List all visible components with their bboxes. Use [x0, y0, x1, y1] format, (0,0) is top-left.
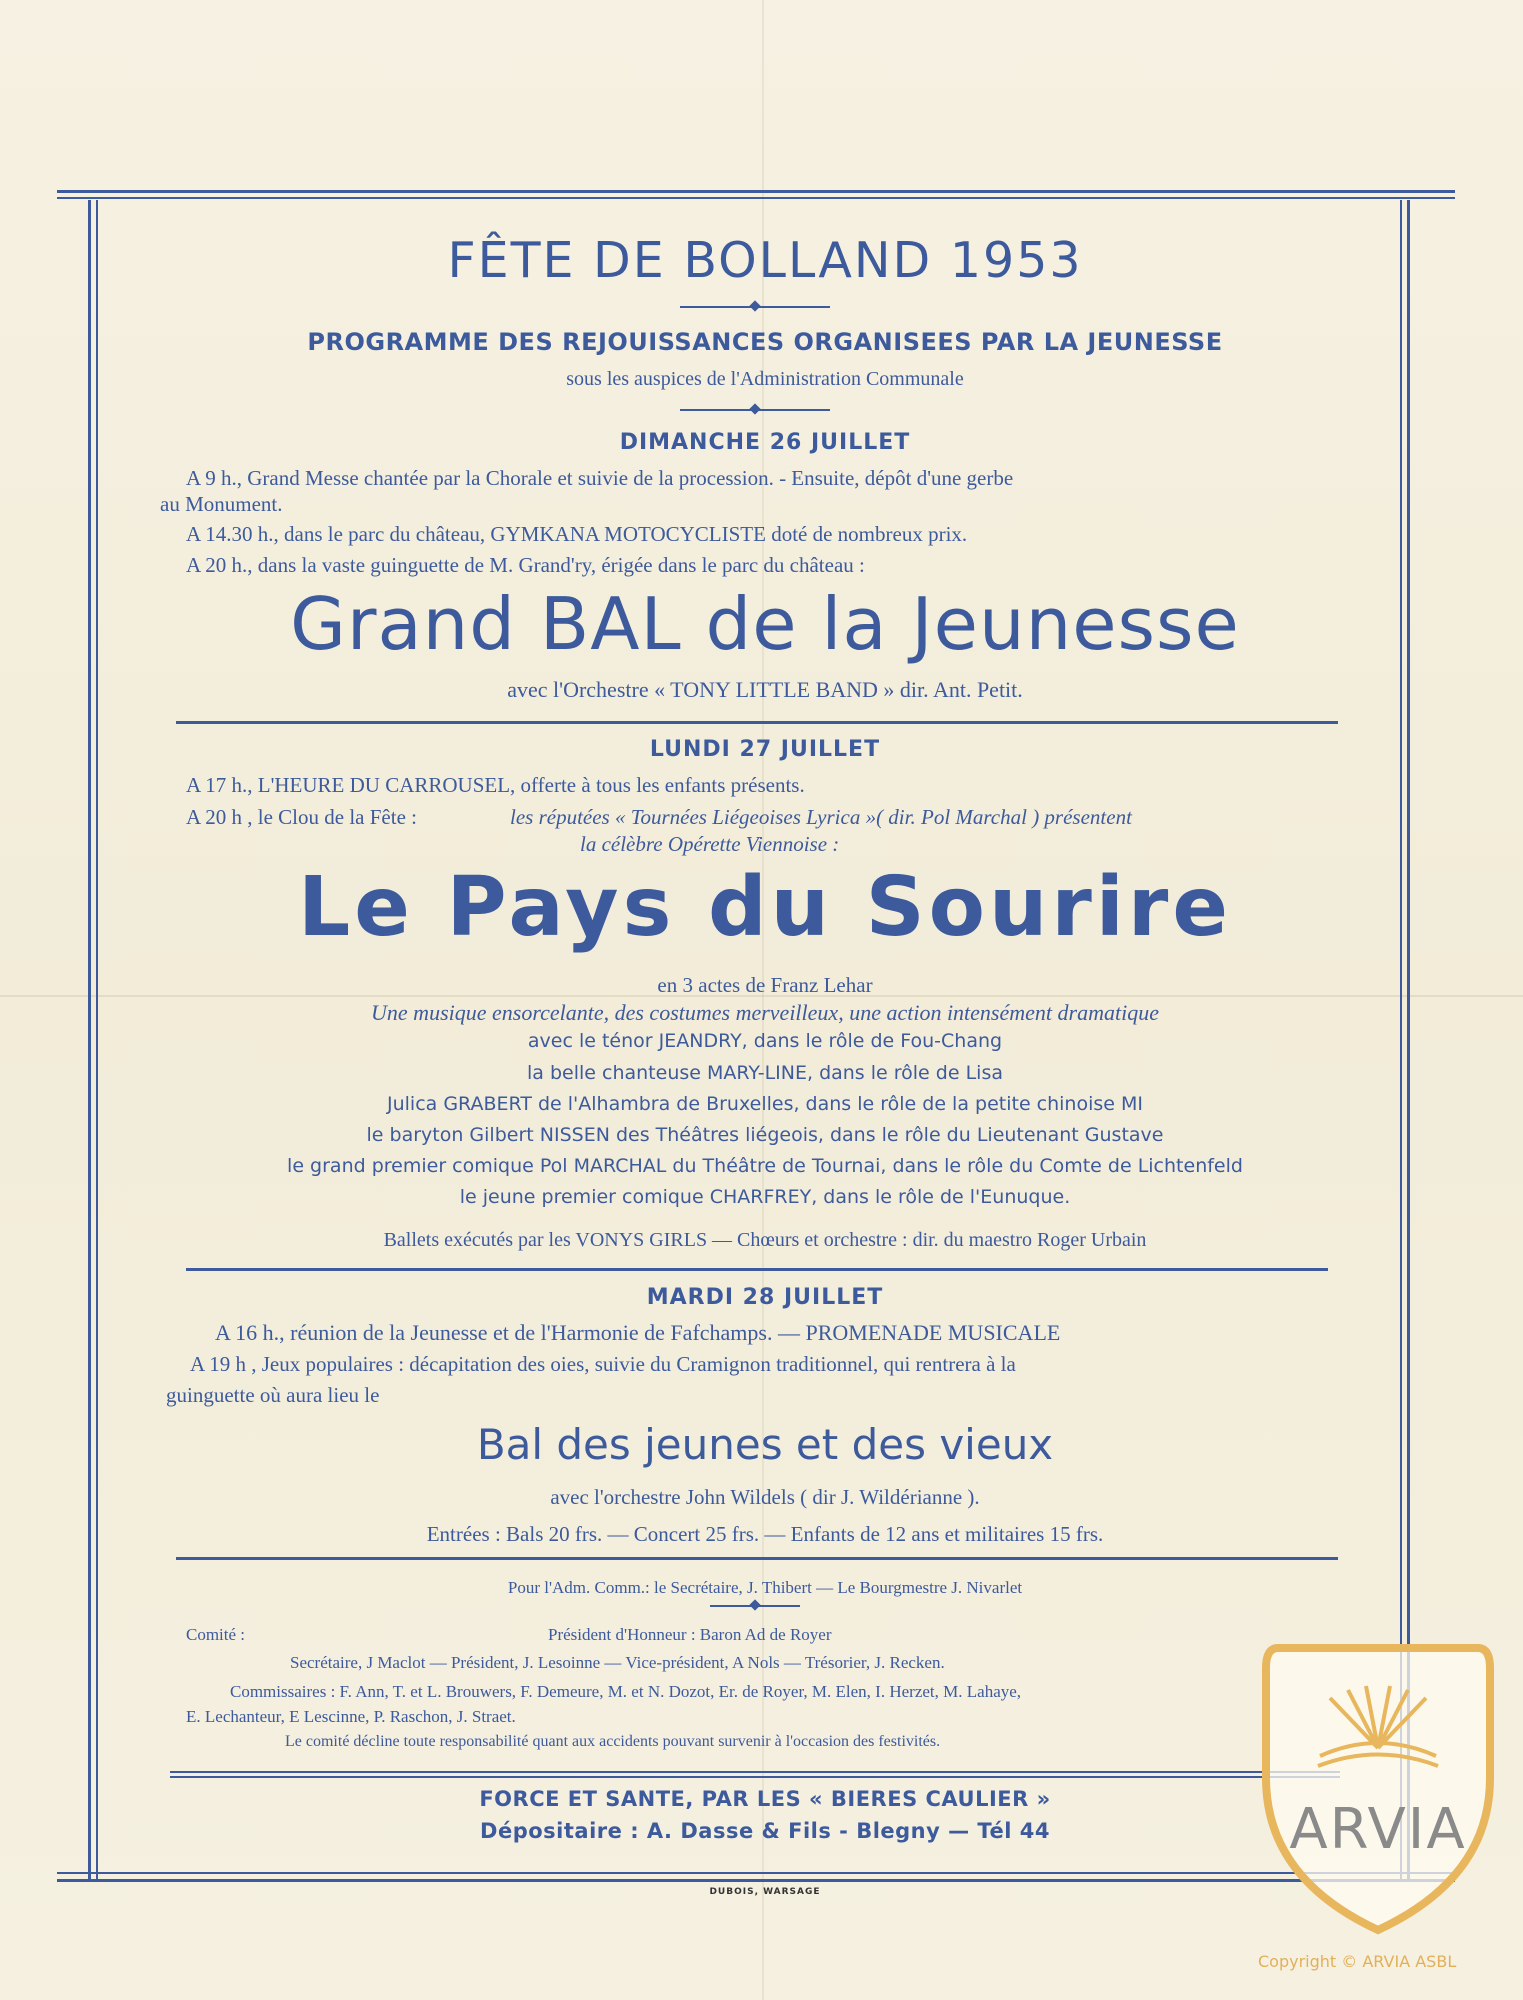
frame-left-rule — [96, 200, 98, 1880]
printer-mark: DUBOIS, WARSAGE — [709, 1887, 821, 1897]
frame-top-rule — [57, 190, 1455, 193]
sponsor-line: FORCE ET SANTE, PAR LES « BIERES CAULIER » — [479, 1787, 1051, 1811]
ballets-line: Ballets exécutés par les VONYS GIRLS — Chœurs et orchestre : dir. du maestro Roger Urbain — [383, 1229, 1147, 1251]
program-line: A 20 h., dans la vaste guinguette de M. Grand'ry, érigée dans le parc du château : — [186, 553, 865, 577]
program-line: la célèbre Opérette Viennoise : — [580, 832, 840, 856]
page-subtitle: PROGRAMME DES REJOUISSANCES ORGANISEES PAR LA JEUNESSE — [307, 328, 1223, 356]
section-divider — [170, 1776, 1340, 1778]
copyright-notice: Copyright © ARVIA ASBL — [1258, 1952, 1457, 1971]
cast-line: le baryton Gilbert NISSEN des Théâtres liégeois, dans le rôle du Lieutenant Gustave — [366, 1124, 1164, 1146]
page-title: FÊTE DE BOLLAND 1953 — [447, 232, 1083, 289]
program-line: A 14.30 h., dans le parc du château, GYMKANA MOTOCYCLISTE doté de nombreux prix. — [186, 522, 968, 546]
program-line: A 20 h , le Clou de la Fête : — [186, 805, 417, 829]
cast-line: le jeune premier comique CHARFREY, dans le rôle de l'Eunuque. — [459, 1186, 1071, 1208]
orchestra-line: avec l'orchestre John Wildels ( dir J. Wildérianne ). — [550, 1485, 980, 1509]
auspices-line: sous les auspices de l'Administration Communale — [566, 368, 964, 390]
cast-line: la belle chanteuse MARY-LINE, dans le rôle de Lisa — [527, 1062, 1003, 1084]
program-line: les réputées « Tournées Liégeoises Lyrica »( dir. Pol Marchal ) présentent — [510, 805, 1132, 829]
frame-right-rule — [1407, 200, 1410, 1880]
section-divider — [186, 1268, 1328, 1271]
program-line: A 19 h , Jeux populaires : décapitation des oies, suivie du Cramignon traditionnel, qui rentrera à la — [190, 1352, 1016, 1376]
section-divider — [176, 721, 1338, 724]
frame-bottom-rule — [57, 1872, 1455, 1874]
program-line: au Monument. — [160, 492, 283, 516]
program-line: A 17 h., L'HEURE DU CARROUSEL, offerte à tous les enfants présents. — [186, 773, 805, 797]
event-title-pays-du-sourire: Le Pays du Sourire — [298, 860, 1232, 955]
day-heading-monday: LUNDI 27 JUILLET — [649, 737, 881, 762]
ornament-divider — [680, 306, 830, 308]
committee-label: Comité : — [186, 1625, 246, 1644]
section-divider — [176, 1557, 1338, 1560]
tagline: Une musique ensorcelante, des costumes merveilleux, une action intensément dramatique — [371, 1000, 1159, 1025]
disclaimer: Le comité décline toute responsabilité quant aux accidents pouvant survenir à l'occasion des festivités. — [285, 1733, 941, 1750]
ornament-divider — [710, 1605, 800, 1607]
day-heading-tuesday: MARDI 28 JUILLET — [646, 1285, 884, 1310]
committee-officers: Secrétaire, J Maclot — Président, J. Lesoinne — Vice-président, A Nols — Trésorier, J. Recken. — [290, 1653, 945, 1672]
arvia-logo-text: ARVIA — [1289, 1797, 1467, 1862]
frame-left-rule — [88, 200, 91, 1880]
cast-line: avec le ténor JEANDRY, dans le rôle de Fou-Chang — [527, 1030, 1003, 1052]
signers-line: Pour l'Adm. Comm.: le Secrétaire, J. Thibert — Le Bourgmestre J. Nivarlet — [507, 1578, 1023, 1597]
ornament-divider — [680, 409, 830, 411]
committee-members: Commissaires : F. Ann, T. et L. Brouwers, F. Demeure, M. et N. Dozot, Er. de Royer, M. Elen, I. Herzet, M. Lahaye, — [230, 1682, 1022, 1701]
orchestra-line: avec l'Orchestre « TONY LITTLE BAND » dir. Ant. Petit. — [507, 677, 1023, 702]
program-line: A 9 h., Grand Messe chantée par la Chorale et suivie de la procession. - Ensuite, dépôt d'une gerbe — [186, 466, 1014, 490]
event-title-bal-jeunes-vieux: Bal des jeunes et des vieux — [476, 1420, 1054, 1469]
acts-line: en 3 actes de Franz Lehar — [657, 973, 873, 997]
depositaire-line: Dépositaire : A. Dasse & Fils - Blegny — Tél 44 — [480, 1819, 1050, 1843]
arvia-shield-logo — [1258, 1638, 1498, 1938]
prices-line: Entrées : Bals 20 frs. — Concert 25 frs. — Enfants de 12 ans et militaires 15 frs. — [426, 1522, 1104, 1546]
frame-bottom-rule — [57, 1879, 1455, 1882]
section-divider — [170, 1771, 1340, 1773]
frame-right-rule — [1400, 200, 1402, 1880]
program-line: A 16 h., réunion de la Jeunesse et de l'Harmonie de Fafchamps. — PROMENADE MUSICALE — [215, 1320, 1061, 1345]
committee-members: E. Lechanteur, E Lescinne, P. Raschon, J. Straet. — [186, 1707, 516, 1726]
cast-line: Julica GRABERT de l'Alhambra de Bruxelles, dans le rôle de la petite chinoise MI — [386, 1093, 1144, 1115]
cast-line: le grand premier comique Pol MARCHAL du Théâtre de Tournai, dans le rôle du Comte de Lichtenfeld — [287, 1155, 1243, 1177]
day-heading-sunday: DIMANCHE 26 JUILLET — [619, 430, 911, 455]
honorary-president: Président d'Honneur : Baron Ad de Royer — [548, 1625, 832, 1644]
program-line: guinguette où aura lieu le — [166, 1383, 380, 1407]
frame-top-rule — [57, 197, 1455, 199]
event-title-grand-bal: Grand BAL de la Jeunesse — [290, 582, 1240, 666]
